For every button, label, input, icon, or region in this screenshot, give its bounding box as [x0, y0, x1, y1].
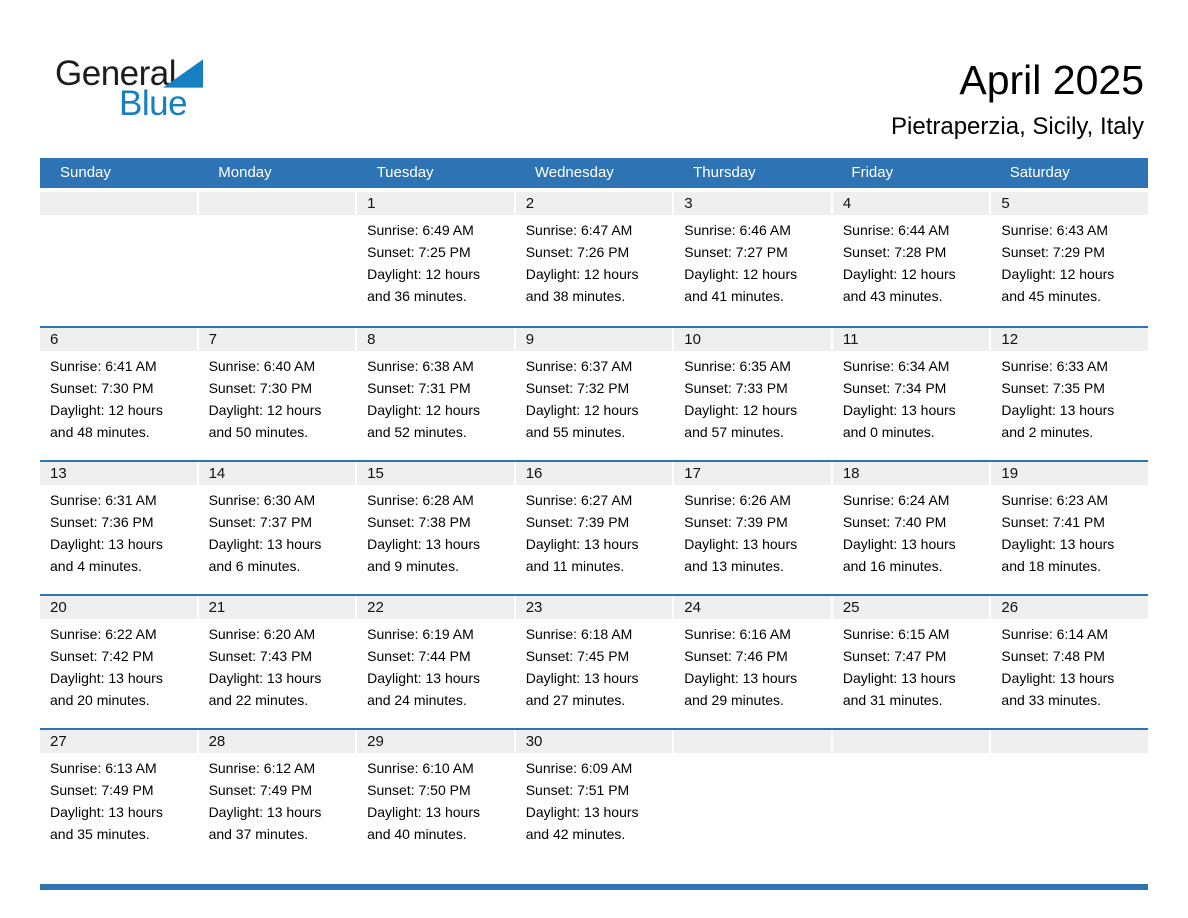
calendar-day-cell	[674, 462, 831, 594]
calendar-day-cell	[991, 730, 1148, 862]
day-number: 22	[357, 596, 514, 619]
calendar-day-cell	[357, 328, 514, 460]
sunset-text: Sunset: 7:46 PM	[684, 648, 788, 664]
weekday-label: Monday	[218, 164, 272, 181]
sunrise-text: Sunrise: 6:44 AM	[842, 222, 950, 238]
weekday-label: Friday	[851, 164, 894, 181]
daylight-hours-text: Daylight: 13 hours	[684, 536, 798, 552]
sunset-text: Sunset: 7:39 PM	[525, 514, 630, 530]
calendar-day-cell	[991, 192, 1148, 326]
daylight-minutes-text: and 24 minutes.	[367, 692, 467, 708]
daylight-minutes-text: and 4 minutes.	[50, 558, 142, 574]
calendar-week-row	[40, 594, 1148, 728]
sunrise-text: Sunrise: 6:16 AM	[684, 626, 791, 642]
sunrise-text: Sunrise: 6:13 AM	[50, 760, 157, 776]
calendar-day-cell	[357, 462, 514, 594]
day-number	[991, 730, 1148, 753]
daylight-hours-text: Daylight: 13 hours	[1001, 670, 1115, 686]
daylight-minutes-text: and 38 minutes.	[525, 288, 626, 304]
sunrise-text: Sunrise: 6:35 AM	[684, 358, 791, 374]
calendar-day-cell	[40, 462, 197, 594]
sunrise-text: Sunrise: 6:19 AM	[367, 626, 474, 642]
daylight-hours-text: Daylight: 13 hours	[50, 804, 163, 820]
day-number: 12	[991, 328, 1148, 351]
daylight-minutes-text: and 37 minutes.	[208, 826, 309, 842]
sunrise-text: Sunrise: 6:33 AM	[1001, 358, 1109, 374]
daylight-hours-text: Daylight: 13 hours	[367, 670, 480, 686]
calendar-day-cell	[833, 192, 990, 326]
day-number	[674, 730, 831, 753]
sunset-text: Sunset: 7:30 PM	[50, 380, 154, 396]
calendar-day-cell	[40, 596, 197, 728]
calendar	[40, 158, 1148, 862]
day-number: 8	[357, 328, 514, 351]
day-number: 2	[516, 192, 673, 215]
day-number: 3	[674, 192, 831, 215]
sunrise-text: Sunrise: 6:09 AM	[525, 760, 633, 776]
day-details	[516, 351, 673, 443]
calendar-day-cell	[199, 462, 356, 594]
weekday-label: Wednesday	[534, 164, 614, 181]
day-number: 25	[833, 596, 990, 619]
day-number: 21	[199, 596, 356, 619]
daylight-minutes-text: and 11 minutes.	[525, 558, 625, 574]
sunrise-text: Sunrise: 6:28 AM	[367, 492, 474, 508]
daylight-hours-text: Daylight: 13 hours	[367, 536, 480, 552]
day-details	[199, 485, 356, 577]
calendar-day-cell	[833, 730, 990, 862]
daylight-minutes-text: and 22 minutes.	[208, 692, 309, 708]
sunset-text: Sunset: 7:41 PM	[1001, 514, 1105, 530]
day-details	[991, 215, 1148, 307]
calendar-day-cell	[40, 192, 197, 326]
daylight-minutes-text: and 33 minutes.	[1001, 692, 1102, 708]
sunrise-text: Sunrise: 6:18 AM	[525, 626, 633, 642]
sunset-text: Sunset: 7:25 PM	[367, 244, 471, 260]
daylight-hours-text: Daylight: 13 hours	[525, 804, 639, 820]
daylight-hours-text: Daylight: 12 hours	[842, 266, 956, 282]
daylight-minutes-text: and 43 minutes.	[842, 288, 943, 304]
daylight-minutes-text: and 48 minutes.	[50, 424, 150, 440]
logo-text-general: General	[55, 54, 177, 93]
sunrise-text: Sunrise: 6:23 AM	[1001, 492, 1109, 508]
day-details	[357, 619, 514, 711]
day-number: 23	[516, 596, 673, 619]
daylight-hours-text: Daylight: 13 hours	[1001, 402, 1115, 418]
daylight-hours-text: Daylight: 13 hours	[684, 670, 798, 686]
day-details	[199, 351, 356, 443]
sunset-text: Sunset: 7:47 PM	[842, 648, 947, 664]
daylight-minutes-text: and 40 minutes.	[367, 826, 467, 842]
daylight-minutes-text: and 36 minutes.	[367, 288, 467, 304]
calendar-week-row	[40, 728, 1148, 862]
sunset-text: Sunset: 7:49 PM	[208, 782, 313, 798]
sunset-text: Sunset: 7:35 PM	[1001, 380, 1105, 396]
logo-text-blue: Blue	[119, 84, 188, 123]
daylight-minutes-text: and 45 minutes.	[1001, 288, 1102, 304]
daylight-hours-text: Daylight: 12 hours	[367, 402, 480, 418]
daylight-minutes-text: and 16 minutes.	[842, 558, 943, 574]
page-title: April 2025	[959, 57, 1144, 103]
sunset-text: Sunset: 7:26 PM	[525, 244, 630, 260]
day-number: 1	[357, 192, 514, 215]
daylight-hours-text: Daylight: 13 hours	[842, 670, 956, 686]
footer-bar	[40, 884, 1148, 890]
daylight-minutes-text: and 6 minutes.	[208, 558, 301, 574]
title-block	[891, 56, 1144, 141]
calendar-day-cell	[40, 328, 197, 460]
calendar-day-cell	[357, 192, 514, 326]
calendar-day-cell	[833, 596, 990, 728]
daylight-minutes-text: and 35 minutes.	[50, 826, 150, 842]
daylight-hours-text: Daylight: 13 hours	[842, 402, 956, 418]
calendar-day-cell	[516, 192, 673, 326]
sunrise-text: Sunrise: 6:10 AM	[367, 760, 474, 776]
day-details	[516, 215, 673, 307]
calendar-day-cell	[199, 328, 356, 460]
day-details	[199, 215, 356, 219]
weekday-header-row	[40, 158, 1148, 188]
calendar-day-cell	[357, 596, 514, 728]
sunset-text: Sunset: 7:39 PM	[684, 514, 788, 530]
day-details	[833, 351, 990, 443]
daylight-hours-text: Daylight: 13 hours	[1001, 536, 1115, 552]
daylight-minutes-text: and 27 minutes.	[525, 692, 626, 708]
day-details	[991, 351, 1148, 443]
calendar-day-cell	[516, 730, 673, 862]
day-details	[40, 215, 197, 219]
day-details	[833, 619, 990, 711]
daylight-minutes-text: and 42 minutes.	[525, 826, 626, 842]
sunrise-text: Sunrise: 6:15 AM	[842, 626, 950, 642]
sunset-text: Sunset: 7:50 PM	[367, 782, 471, 798]
daylight-minutes-text: and 18 minutes.	[1001, 558, 1102, 574]
sunset-text: Sunset: 7:30 PM	[208, 380, 313, 396]
day-number: 14	[199, 462, 356, 485]
general-blue-logo	[55, 56, 275, 140]
daylight-minutes-text: and 29 minutes.	[684, 692, 784, 708]
day-number	[199, 192, 356, 215]
sunset-text: Sunset: 7:36 PM	[50, 514, 154, 530]
sunrise-text: Sunrise: 6:46 AM	[684, 222, 791, 238]
day-number: 5	[991, 192, 1148, 215]
day-details	[833, 215, 990, 307]
daylight-minutes-text: and 9 minutes.	[367, 558, 459, 574]
sunrise-text: Sunrise: 6:38 AM	[367, 358, 474, 374]
calendar-day-cell	[991, 462, 1148, 594]
day-details	[674, 753, 831, 757]
daylight-minutes-text: and 20 minutes.	[50, 692, 150, 708]
sunrise-text: Sunrise: 6:37 AM	[525, 358, 633, 374]
day-details	[991, 485, 1148, 577]
daylight-hours-text: Daylight: 13 hours	[525, 536, 639, 552]
daylight-hours-text: Daylight: 13 hours	[208, 670, 322, 686]
daylight-minutes-text: and 57 minutes.	[684, 424, 784, 440]
day-number: 4	[833, 192, 990, 215]
sunset-text: Sunset: 7:42 PM	[50, 648, 154, 664]
calendar-day-cell	[516, 328, 673, 460]
day-number: 15	[357, 462, 514, 485]
day-number: 13	[40, 462, 197, 485]
day-details	[833, 753, 990, 757]
weekday-label: Tuesday	[376, 164, 434, 181]
day-details	[199, 753, 356, 845]
daylight-hours-text: Daylight: 12 hours	[50, 402, 163, 418]
day-number: 16	[516, 462, 673, 485]
day-number: 19	[991, 462, 1148, 485]
calendar-day-cell	[991, 328, 1148, 460]
day-details	[516, 485, 673, 577]
daylight-hours-text: Daylight: 13 hours	[842, 536, 956, 552]
weekday-label: Sunday	[60, 164, 111, 181]
sunset-text: Sunset: 7:43 PM	[208, 648, 313, 664]
calendar-day-cell	[674, 192, 831, 326]
sunset-text: Sunset: 7:44 PM	[367, 648, 471, 664]
day-details	[674, 619, 831, 711]
calendar-day-cell	[674, 596, 831, 728]
day-details	[199, 619, 356, 711]
day-details	[357, 351, 514, 443]
page-subtitle: Pietraperzia, Sicily, Italy	[891, 112, 1144, 140]
calendar-day-cell	[833, 328, 990, 460]
day-details	[516, 753, 673, 845]
day-details	[674, 215, 831, 307]
day-number: 28	[199, 730, 356, 753]
daylight-hours-text: Daylight: 13 hours	[208, 536, 322, 552]
sunrise-text: Sunrise: 6:30 AM	[208, 492, 316, 508]
daylight-hours-text: Daylight: 12 hours	[367, 266, 480, 282]
daylight-minutes-text: and 50 minutes.	[208, 424, 309, 440]
day-details	[40, 619, 197, 711]
day-details	[991, 619, 1148, 711]
calendar-week-row	[40, 192, 1148, 326]
sunset-text: Sunset: 7:31 PM	[367, 380, 471, 396]
day-details	[991, 753, 1148, 757]
day-number: 7	[199, 328, 356, 351]
calendar-day-cell	[357, 730, 514, 862]
daylight-hours-text: Daylight: 12 hours	[208, 402, 322, 418]
day-number: 26	[991, 596, 1148, 619]
daylight-minutes-text: and 0 minutes.	[842, 424, 935, 440]
calendar-day-cell	[991, 596, 1148, 728]
daylight-minutes-text: and 2 minutes.	[1001, 424, 1094, 440]
daylight-hours-text: Daylight: 13 hours	[50, 670, 163, 686]
day-number: 20	[40, 596, 197, 619]
daylight-hours-text: Daylight: 13 hours	[367, 804, 480, 820]
daylight-minutes-text: and 55 minutes.	[525, 424, 626, 440]
sunset-text: Sunset: 7:34 PM	[842, 380, 947, 396]
sunset-text: Sunset: 7:48 PM	[1001, 648, 1105, 664]
daylight-hours-text: Daylight: 12 hours	[684, 266, 798, 282]
sunrise-text: Sunrise: 6:20 AM	[208, 626, 316, 642]
sunrise-text: Sunrise: 6:49 AM	[367, 222, 474, 238]
sunset-text: Sunset: 7:27 PM	[684, 244, 788, 260]
day-number: 17	[674, 462, 831, 485]
day-details	[40, 351, 197, 443]
sunrise-text: Sunrise: 6:41 AM	[50, 358, 157, 374]
sunrise-text: Sunrise: 6:34 AM	[842, 358, 950, 374]
calendar-week-row	[40, 460, 1148, 594]
sunset-text: Sunset: 7:29 PM	[1001, 244, 1105, 260]
sunset-text: Sunset: 7:51 PM	[525, 782, 630, 798]
day-number: 11	[833, 328, 990, 351]
day-number: 27	[40, 730, 197, 753]
sunrise-text: Sunrise: 6:22 AM	[50, 626, 157, 642]
sunrise-text: Sunrise: 6:43 AM	[1001, 222, 1109, 238]
day-details	[674, 351, 831, 443]
daylight-hours-text: Daylight: 12 hours	[525, 402, 639, 418]
sunrise-text: Sunrise: 6:26 AM	[684, 492, 791, 508]
daylight-hours-text: Daylight: 13 hours	[525, 670, 639, 686]
daylight-hours-text: Daylight: 12 hours	[525, 266, 639, 282]
calendar-day-cell	[833, 462, 990, 594]
daylight-minutes-text: and 52 minutes.	[367, 424, 467, 440]
day-number: 9	[516, 328, 673, 351]
sunrise-text: Sunrise: 6:31 AM	[50, 492, 157, 508]
day-number: 6	[40, 328, 197, 351]
weekday-label: Thursday	[693, 164, 756, 181]
sunset-text: Sunset: 7:40 PM	[842, 514, 947, 530]
day-number: 30	[516, 730, 673, 753]
day-number: 10	[674, 328, 831, 351]
sunrise-text: Sunrise: 6:47 AM	[525, 222, 633, 238]
day-details	[674, 485, 831, 577]
sunset-text: Sunset: 7:49 PM	[50, 782, 154, 798]
day-details	[357, 485, 514, 577]
sunset-text: Sunset: 7:32 PM	[525, 380, 630, 396]
calendar-day-cell	[199, 192, 356, 326]
sunrise-text: Sunrise: 6:40 AM	[208, 358, 316, 374]
sunset-text: Sunset: 7:33 PM	[684, 380, 788, 396]
sunrise-text: Sunrise: 6:14 AM	[1001, 626, 1109, 642]
daylight-hours-text: Daylight: 12 hours	[684, 402, 798, 418]
daylight-hours-text: Daylight: 13 hours	[50, 536, 163, 552]
calendar-day-cell	[674, 730, 831, 862]
page-header	[0, 0, 1188, 141]
sunset-text: Sunset: 7:28 PM	[842, 244, 947, 260]
calendar-day-cell	[199, 596, 356, 728]
day-number: 24	[674, 596, 831, 619]
calendar-day-cell	[40, 730, 197, 862]
day-number	[40, 192, 197, 215]
sunset-text: Sunset: 7:38 PM	[367, 514, 471, 530]
daylight-minutes-text: and 41 minutes.	[684, 288, 784, 304]
sunset-text: Sunset: 7:45 PM	[525, 648, 630, 664]
calendar-day-cell	[199, 730, 356, 862]
sunset-text: Sunset: 7:37 PM	[208, 514, 313, 530]
sunrise-text: Sunrise: 6:12 AM	[208, 760, 316, 776]
daylight-minutes-text: and 13 minutes.	[684, 558, 784, 574]
day-details	[40, 485, 197, 577]
day-number: 18	[833, 462, 990, 485]
calendar-day-cell	[674, 328, 831, 460]
day-details	[40, 753, 197, 845]
day-details	[357, 753, 514, 845]
calendar-day-cell	[516, 462, 673, 594]
daylight-minutes-text: and 31 minutes.	[842, 692, 943, 708]
calendar-week-row	[40, 326, 1148, 460]
calendar-day-cell	[516, 596, 673, 728]
sunrise-text: Sunrise: 6:24 AM	[842, 492, 950, 508]
day-details	[357, 215, 514, 307]
day-details	[833, 485, 990, 577]
daylight-hours-text: Daylight: 13 hours	[208, 804, 322, 820]
day-details	[516, 619, 673, 711]
day-number	[833, 730, 990, 753]
day-number: 29	[357, 730, 514, 753]
daylight-hours-text: Daylight: 12 hours	[1001, 266, 1115, 282]
weekday-label: Saturday	[1009, 164, 1070, 181]
sunrise-text: Sunrise: 6:27 AM	[525, 492, 633, 508]
calendar-body	[40, 192, 1148, 862]
